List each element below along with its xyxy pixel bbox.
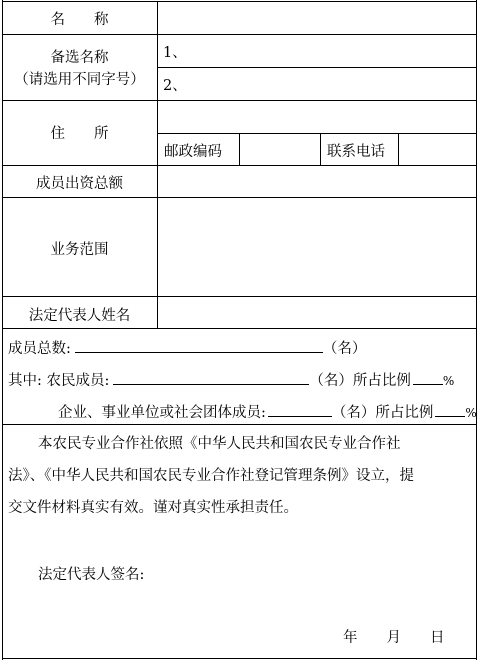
farmer-member-row [8, 369, 454, 390]
org-member-field[interactable] [268, 403, 332, 417]
percent-sign: % [465, 406, 477, 420]
alt-name-1-field[interactable]: 1、 [163, 45, 187, 61]
rep-name-label: 法定代表人姓名 [28, 308, 131, 324]
farmer-ratio-field[interactable] [413, 371, 443, 385]
member-total-row [8, 337, 366, 358]
farmer-member-field[interactable] [113, 371, 309, 385]
declaration-line: 交文件材料真实有效。谨对真实性承担责任。 [8, 500, 298, 516]
declaration-line: 本农民专业合作社依照《中华人民共和国农民专业合作社 [38, 436, 401, 452]
alt-name-hint: （请选用不同字号） [14, 72, 145, 88]
name-label: 名 称 [50, 12, 109, 28]
farmer-ratio-label: （名）所占比例 [309, 373, 411, 389]
cell-divider [239, 133, 240, 165]
row-divider [157, 67, 477, 68]
farmer-member-label: 其中: 农民成员: [8, 373, 110, 389]
cell-divider [398, 133, 399, 165]
address-label: 住 所 [50, 126, 109, 142]
table-border-right [476, 0, 477, 660]
signature-field[interactable] [160, 558, 410, 582]
date-label: 年 月 日 [343, 630, 445, 646]
declaration-text [8, 428, 472, 524]
member-total-field[interactable] [75, 339, 323, 353]
member-total-label: 成员总数: [8, 341, 71, 357]
table-border-top [2, 1, 477, 2]
row-divider [2, 296, 477, 297]
postcode-label: 邮政编码 [164, 144, 222, 160]
org-member-label: 企业、事业单位或社会团体成员: [58, 405, 266, 421]
alt-name-label: 备选名称 [50, 50, 109, 66]
capital-label: 成员出资总额 [36, 176, 123, 192]
scope-label: 业务范围 [50, 242, 109, 258]
member-total-unit: （名） [322, 341, 367, 357]
cell-divider [320, 133, 321, 165]
signature-label: 法定代表人签名: [38, 567, 145, 583]
row-divider [2, 34, 477, 35]
org-ratio-field[interactable] [435, 403, 465, 417]
row-divider [157, 133, 477, 134]
declaration-line: 法》、《中华人民共和国农民专业合作社登记管理条例》设立，提 [8, 468, 414, 484]
org-ratio-label: （名）所占比例 [331, 405, 434, 421]
phone-label: 联系电话 [327, 144, 385, 160]
row-divider [2, 197, 477, 198]
alt-name-2-field[interactable]: 2、 [163, 78, 187, 94]
row-divider [2, 100, 477, 101]
table-border-bottom [2, 658, 477, 659]
row-divider [2, 165, 477, 166]
table-border-left [2, 0, 3, 660]
row-divider [2, 328, 477, 329]
row-divider [2, 424, 477, 425]
org-member-row [58, 401, 477, 422]
percent-sign: % [442, 374, 455, 388]
